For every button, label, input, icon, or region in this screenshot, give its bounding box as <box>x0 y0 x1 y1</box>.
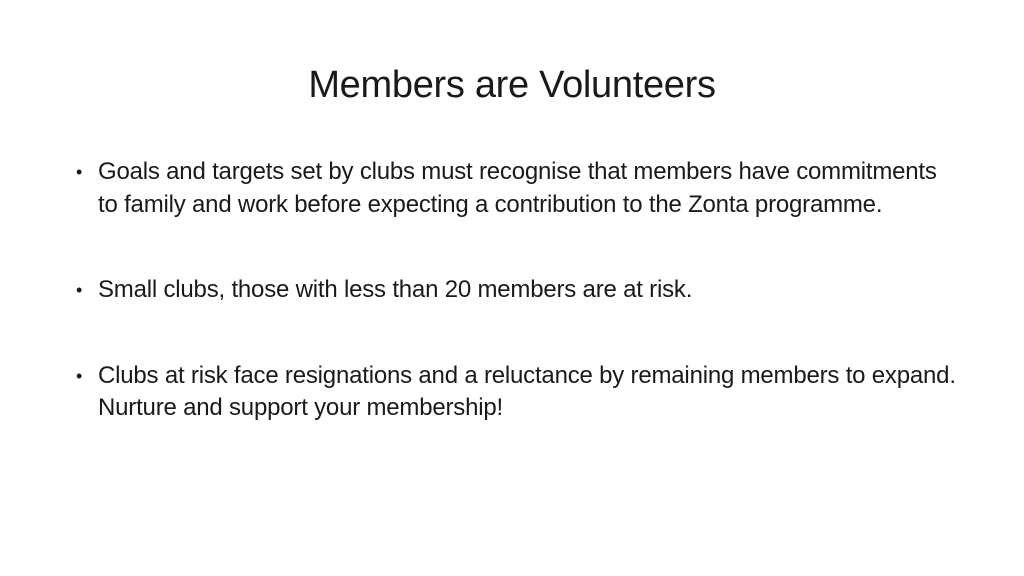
bullet-icon: • <box>76 365 83 386</box>
bullet-list <box>76 156 956 425</box>
bullet-item-goals <box>76 156 956 221</box>
slide-title: Members are Volunteers <box>308 64 716 106</box>
bullet-text: Small clubs, those with less than 20 members are at risk. <box>98 276 693 303</box>
bullet-item-clubs-at-risk <box>76 360 956 425</box>
bullet-text: Clubs at risk face resignations and a reluctance by remaining members to expand. Nurture and support your membership! <box>98 361 956 421</box>
bullet-icon: • <box>76 162 83 182</box>
bullet-item-small-clubs <box>76 274 956 307</box>
bullet-text: Goals and targets set by clubs must recognise that members have commitments to family and work before expecting a contribution to the Zonta programme. <box>98 158 937 218</box>
bullet-icon: • <box>76 280 83 300</box>
